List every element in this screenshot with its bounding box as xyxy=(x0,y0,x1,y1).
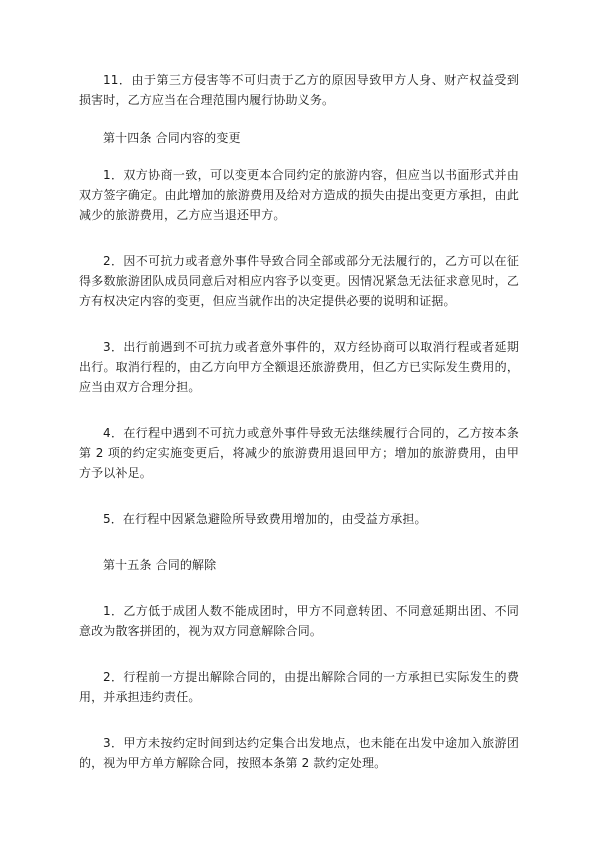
clause-11-paragraph: 11．由于第三方侵害等不可归责于乙方的原因导致甲方人身、财产权益受到损害时，乙方应当在合理范围内履行协助义务。 xyxy=(79,73,519,107)
article-14-item-2: 2．因不可抗力或者意外事件导致合同全部或部分无法履行的，乙方可以在征得多数旅游团队成员同意后对相应内容予以变更。因情况紧急无法征求意见时，乙方有权决定内容的变更，但应当就作出的决定提供必要的说明和证据。 xyxy=(79,254,519,308)
article-15-heading: 第十五条 合同的解除 xyxy=(103,558,217,572)
article-15-item-3: 3．甲方未按约定时间到达约定集合出发地点，也未能在出发中途加入旅游团的，视为甲方单方解除合同，按照本条第 2 款约定处理。 xyxy=(79,736,519,770)
article-14-item-5: 5．在行程中因紧急避险所导致费用增加的，由受益方承担。 xyxy=(103,512,427,526)
document-page xyxy=(79,70,519,799)
article-14-item-3: 3．出行前遇到不可抗力或者意外事件的，双方经协商可以取消行程或者延期出行。取消行程的，由乙方向甲方全额退还旅游费用，但乙方已实际发生费用的，应当由双方合理分担。 xyxy=(79,340,519,394)
article-14-item-4: 4．在行程中遇到不可抗力或意外事件导致无法继续履行合同的，乙方按本条第 2 项的约定实施变更后，将减少的旅游费用退回甲方；增加的旅游费用，由甲方予以补足。 xyxy=(79,426,519,480)
article-15-item-1: 1．乙方低于成团人数不能成团时，甲方不同意转团、不同意延期出团、不同意改为散客拼团的，视为双方同意解除合同。 xyxy=(79,604,519,638)
article-14-heading: 第十四条 合同内容的变更 xyxy=(103,131,241,145)
article-14-item-1: 1．双方协商一致，可以变更本合同约定的旅游内容，但应当以书面形式并由双方签字确定。由此增加的旅游费用及给对方造成的损失由提出变更方承担，由此减少的旅游费用，乙方应当退还甲方。 xyxy=(79,168,519,222)
article-15-item-2: 2．行程前一方提出解除合同的，由提出解除合同的一方承担已实际发生的费用，并承担违约责任。 xyxy=(79,670,519,704)
